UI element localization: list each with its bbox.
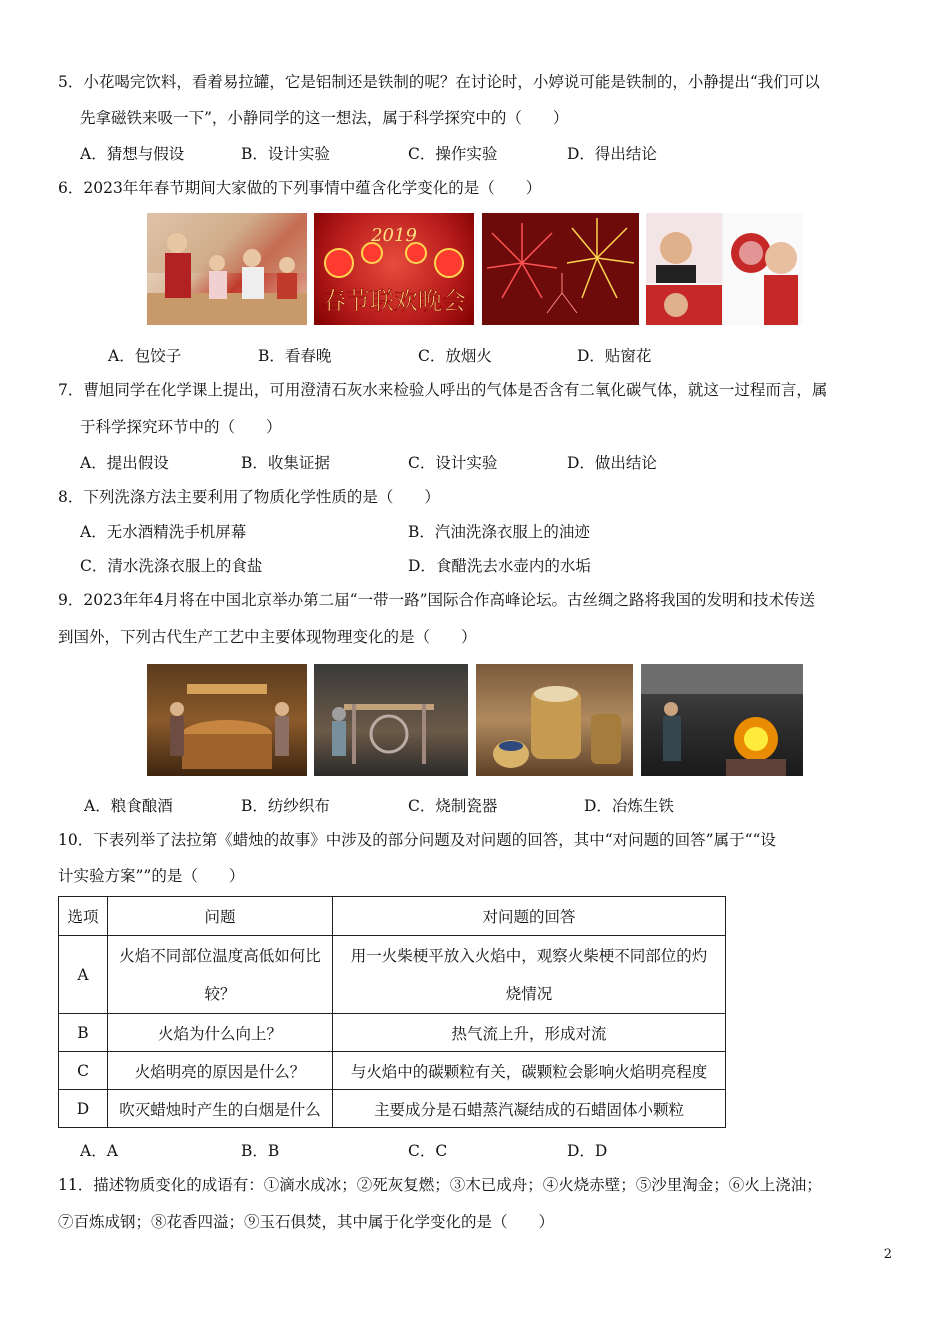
banner-year: 2019 [371,225,417,246]
wine-brewing-image [147,664,307,776]
fireworks-image [482,213,639,325]
q10-option-b[interactable]: B．B [241,1142,280,1160]
q5-option-a[interactable]: A．猜想与假设 [80,145,185,163]
row-option: B [59,1014,108,1052]
q9-option-b[interactable]: B．纺纱织布 [241,797,330,815]
q5-line1: 5．小花喝完饮料，看着易拉罐，它是铝制还是铁制的呢？在讨论时，小婷说可能是铁制的，小静提出“我们可以 [58,73,820,91]
q7-option-c[interactable]: C．设计实验 [408,454,498,472]
q6-option-b[interactable]: B．看春晚 [258,347,332,365]
q10-option-d[interactable]: D．D [567,1142,608,1160]
q5-option-d[interactable]: D．得出结论 [567,145,657,163]
q6-option-d[interactable]: D．贴窗花 [577,347,652,365]
row-option: A [59,936,108,1014]
q10-option-c[interactable]: C．C [408,1142,448,1160]
header-question: 问题 [108,897,333,936]
q7-option-b[interactable]: B．收集证据 [241,454,330,472]
page-number: 2 [883,1247,892,1262]
table-row [59,1052,726,1090]
row-answer: 用一火柴梗平放入火焰中，观察火柴梗不同部位的灼 烧情况 [333,936,726,1014]
table-row [59,1014,726,1052]
q7-line1: 7．曹旭同学在化学课上提出，可用澄清石灰水来检验人呼出的气体是否含有二氧化碳气体，就这一过程而言，属 [58,381,828,399]
q9-option-d[interactable]: D．冶炼生铁 [584,797,674,815]
row-option: C [59,1052,108,1090]
header-option: 选项 [59,897,108,936]
q10-line2: 计实验方案””的是（ ） [58,867,245,885]
q5-line2: 先拿磁铁来吸一下”，小静同学的这一想法，属于科学探究中的（ ） [80,109,569,127]
row-answer: 与火焰中的碳颗粒有关，碳颗粒会影响火焰明亮程度 [333,1052,726,1090]
row-question: 火焰不同部位温度高低如何比 较？ [108,936,333,1014]
q8-option-d[interactable]: D．食醋洗去水壶内的水垢 [408,557,591,575]
q8-option-a[interactable]: A．无水酒精洗手机屏幕 [80,523,247,541]
header-answer: 对问题的回答 [333,897,726,936]
q11-line2: ⑦百炼成钢；⑧花香四溢；⑨玉石俱焚，其中属于化学变化的是（ ） [58,1213,555,1231]
candle-table [58,896,726,1128]
banner-text: 春节联欢晚会 [322,287,466,315]
q6-option-c[interactable]: C．放烟火 [418,347,492,365]
q5-option-b[interactable]: B．设计实验 [241,145,330,163]
row-answer: 主要成分是石蜡蒸汽凝结成的石蜡固体小颗粒 [333,1090,726,1128]
q10-line1: 10．下表列举了法拉第《蜡烛的故事》中涉及的部分问题及对问题的回答，其中“对问题的回答”属于““设 [58,831,776,849]
dumpling-family-image [147,213,307,325]
q5-option-c[interactable]: C．操作实验 [408,145,498,163]
q7-option-a[interactable]: A．提出假设 [80,454,169,472]
q6-option-a[interactable]: A．包饺子 [108,347,182,365]
porcelain-firing-image [476,664,633,776]
q11-line1: 11．描述物质变化的成语有：①滴水成冰；②死灰复燃；③木已成舟；④火烧赤壁；⑤沙里淘金；⑥火上浇油； [58,1176,822,1194]
q6-line1: 6．2023年年春节期间大家做的下列事情中蕴含化学变化的是（ ） [58,179,542,197]
q9-line2: 到国外，下列古代生产工艺中主要体现物理变化的是（ ） [58,628,477,646]
row-question: 火焰为什么向上？ [108,1014,333,1052]
table-header-row [59,897,726,936]
row-option: D [59,1090,108,1128]
spring-gala-image [314,213,474,325]
q9-option-c[interactable]: C．烧制瓷器 [408,797,498,815]
q8-option-c[interactable]: C．清水洗涤衣服上的食盐 [80,557,263,575]
q9-option-a[interactable]: A．粮食酿酒 [84,797,173,815]
row-answer: 热气流上升，形成对流 [333,1014,726,1052]
q8-option-b[interactable]: B．汽油洗涤衣服上的油迹 [408,523,590,541]
q10-option-a[interactable]: A．A [80,1142,118,1160]
q7-option-d[interactable]: D．做出结论 [567,454,657,472]
row-question: 火焰明亮的原因是什么？ [108,1052,333,1090]
table-row [59,1090,726,1128]
iron-smelting-image [641,664,803,776]
row-question: 吹灭蜡烛时产生的白烟是什么 [108,1090,333,1128]
q7-line2: 于科学探究环节中的（ ） [80,418,282,436]
table-row [59,936,726,1014]
q9-line1: 9．2023年年4月将在中国北京举办第二届“一带一路”国际合作高峰论坛。古丝绸之路将我国的发明和技术传送 [58,591,816,609]
q8-line1: 8．下列洗涤方法主要利用了物质化学性质的是（ ） [58,488,440,506]
spinning-weaving-image [314,664,468,776]
window-paper-cutting-image [646,213,803,325]
